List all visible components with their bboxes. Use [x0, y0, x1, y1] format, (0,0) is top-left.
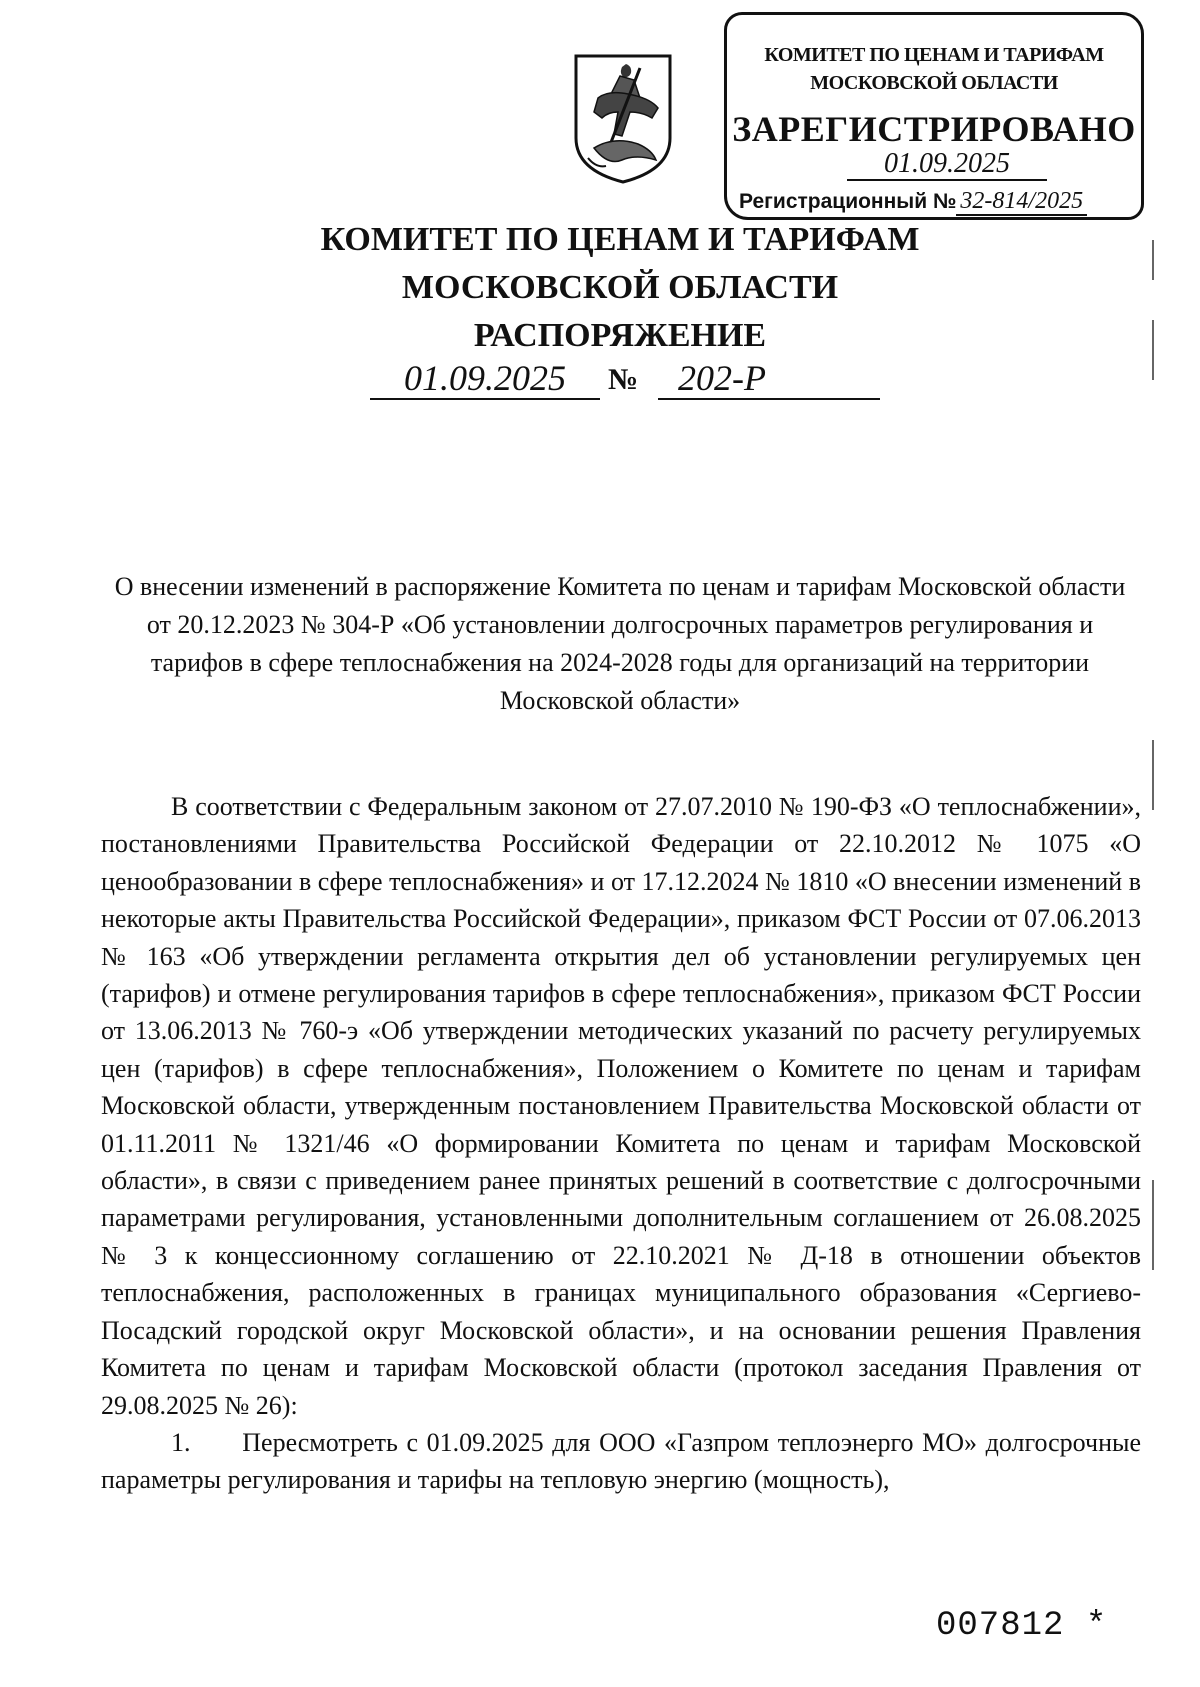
page-serial-number: 007812 * — [936, 1607, 1108, 1645]
coat-of-arms-icon — [568, 50, 678, 186]
stamp-reg-number: 32-814/2025 — [956, 188, 1087, 216]
preamble-paragraph: В соответствии с Федеральным законом от 27.07.2010 № 190-ФЗ «О теплоснабжении», постановлениями Правительства Российской Федерации от 22.10.2012 № 1075 «О ценообразовании в сфере теплоснабжения» и от 17.12.2024 № 1810 «О внесении изменений в некоторые акты Правительства Российской Федерации», приказом ФСТ России от 07.06.2013 № 163 «Об утверждении регламента открытия дел об установлении регулируемых цен (тарифов) и отмене регулирования тарифов в сфере теплоснабжения», приказом ФСТ России от 13.06.2013 № 760-э «Об утверждении методических указаний по расчету регулируемых цен (тарифов) в сфере теплоснабжения», Положением о Комитете по ценам и тарифам Московской области, утвержденным постановлением Правительства Московской области от 01.11.2011 № 1321/46 «О формировании Комитета по ценам и тарифам Московской области», в связи с приведением ранее принятых решений в соответствие с долгосрочными параметрами регулирования, установленными дополнительным соглашением от 26.08.2025 № 3 к концессионному соглашению от 22.10.2021 № Д-18 в отношении объектов теплоснабжения, расположенных в границах муниципального образования «Сергиево-Посадский городской округ Московской области», и на основании решения Правления Комитета по ценам и тарифам Московской области (протокол заседания Правления от 29.08.2025 № 26): — [101, 792, 1141, 1420]
document-subject: О внесении изменений в распоряжение Комитета по ценам и тарифам Московской области от 20.12.2023 № 304-Р «Об установлении долгосрочных параметров регулирования и тарифов в сфере теплоснабжения на 2024-2028 годы для организаций на территории Московской области» — [114, 572, 1126, 715]
document-type: РАСПОРЯЖЕНИЕ — [473, 317, 767, 354]
document-number-label: № — [608, 363, 639, 396]
document-number: 202-Р — [658, 358, 880, 400]
stamp-date: 01.09.2025 — [847, 149, 1047, 181]
document-date: 01.09.2025 — [370, 358, 600, 400]
scan-edge-line — [1152, 1180, 1154, 1270]
registration-stamp — [724, 12, 1144, 220]
item-1-paragraph: 1. Пересмотреть с 01.09.2025 для ООО «Газпром теплоэнерго МО» долгосрочные параметры регулирования и тарифы на тепловую энергию (мощность), — [101, 1427, 1141, 1495]
stamp-reg-line — [739, 187, 1087, 216]
scan-edge-line — [1152, 240, 1154, 280]
stamp-status: ЗАРЕГИСТРИРОВАНО — [732, 109, 1136, 149]
scan-edge-line — [1152, 740, 1154, 810]
organization-title: КОМИТЕТ ПО ЦЕНАМ И ТАРИФАМ МОСКОВСКОЙ ОБЛАСТИ — [320, 221, 920, 306]
scan-edge-line — [1152, 320, 1154, 380]
document-body — [101, 788, 1141, 1499]
stamp-reg-label: Регистрационный № — [739, 190, 957, 213]
stamp-organization: КОМИТЕТ ПО ЦЕНАМ И ТАРИФАМ МОСКОВСКОЙ ОБЛАСТИ — [764, 44, 1104, 94]
